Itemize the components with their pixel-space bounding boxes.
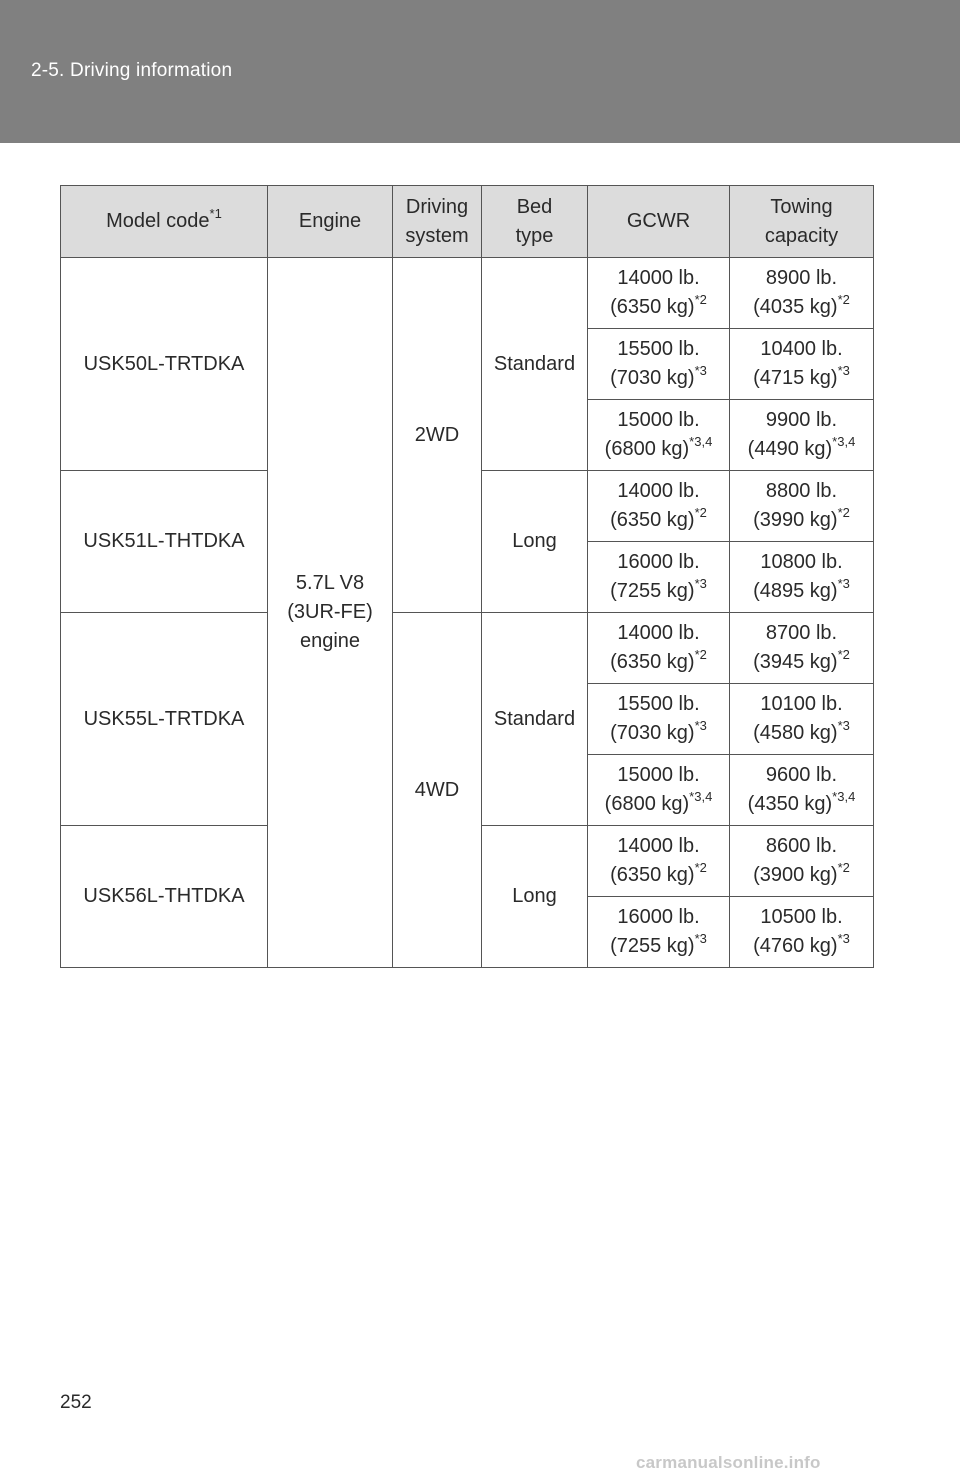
- table-row: [61, 613, 874, 684]
- bed-type-cell: Long: [482, 471, 588, 613]
- towing-capacity-cell: 10800 lb. (4895 kg)$^{*3}$: [730, 542, 874, 613]
- gcwr-cell: 16000 lb. (7255 kg)$^{*3}$: [588, 542, 730, 613]
- header-gcwr: GCWR: [588, 186, 730, 258]
- model-code-cell: USK56L-THTDKA: [61, 826, 268, 968]
- gcwr-cell: 15500 lb. (7030 kg)$^{*3}$: [588, 684, 730, 755]
- bed-type-cell: Standard: [482, 258, 588, 471]
- gcwr-cell: 15500 lb. (7030 kg)$^{*3}$: [588, 329, 730, 400]
- gcwr-cell: 16000 lb. (7255 kg)$^{*3}$: [588, 897, 730, 968]
- towing-capacity-cell: 10400 lb. (4715 kg)$^{*3}$: [730, 329, 874, 400]
- model-code-cell: USK50L-TRTDKA: [61, 258, 268, 471]
- bed-type-cell: Long: [482, 826, 588, 968]
- model-code-cell: USK55L-TRTDKA: [61, 613, 268, 826]
- header-bed-type: Bed type: [482, 186, 588, 258]
- towing-capacity-cell: 10500 lb. (4760 kg)$^{*3}$: [730, 897, 874, 968]
- gcwr-cell: 14000 lb. (6350 kg)$^{*2}$: [588, 826, 730, 897]
- driving-system-cell: 4WD: [393, 613, 482, 968]
- header-driving-system: Driving system: [393, 186, 482, 258]
- header-towing-capacity: Towing capacity: [730, 186, 874, 258]
- watermark: carmanualsonline.info: [636, 1453, 821, 1472]
- engine-cell: 5.7L V8 (3UR-FE) engine: [268, 258, 393, 968]
- gcwr-cell: 14000 lb. (6350 kg)$^{*2}$: [588, 471, 730, 542]
- towing-capacity-cell: 8800 lb. (3990 kg)$^{*2}$: [730, 471, 874, 542]
- gcwr-cell: 14000 lb. (6350 kg)$^{*2}$: [588, 613, 730, 684]
- towing-capacity-table: [60, 185, 874, 968]
- driving-system-cell: 2WD: [393, 258, 482, 613]
- bed-type-cell: Standard: [482, 613, 588, 826]
- gcwr-cell: 15000 lb. (6800 kg)$^{*3,4}$: [588, 400, 730, 471]
- table-header-row: [61, 186, 874, 258]
- towing-capacity-cell: 8900 lb. (4035 kg)$^{*2}$: [730, 258, 874, 329]
- gcwr-cell: 15000 lb. (6800 kg)$^{*3,4}$: [588, 755, 730, 826]
- header-band: [0, 0, 960, 143]
- header-model-code: Model code$^{*1}$: [61, 186, 268, 258]
- towing-capacity-cell: 10100 lb. (4580 kg)$^{*3}$: [730, 684, 874, 755]
- page-number: 252: [60, 1392, 92, 1413]
- towing-capacity-cell: 9900 lb. (4490 kg)$^{*3,4}$: [730, 400, 874, 471]
- model-code-cell: USK51L-THTDKA: [61, 471, 268, 613]
- towing-capacity-cell: 8600 lb. (3900 kg)$^{*2}$: [730, 826, 874, 897]
- towing-capacity-cell: 9600 lb. (4350 kg)$^{*3,4}$: [730, 755, 874, 826]
- header-engine: Engine: [268, 186, 393, 258]
- section-title: 2-5. Driving information: [31, 60, 233, 81]
- gcwr-cell: 14000 lb. (6350 kg)$^{*2}$: [588, 258, 730, 329]
- towing-capacity-cell: 8700 lb. (3945 kg)$^{*2}$: [730, 613, 874, 684]
- table-row: [61, 258, 874, 329]
